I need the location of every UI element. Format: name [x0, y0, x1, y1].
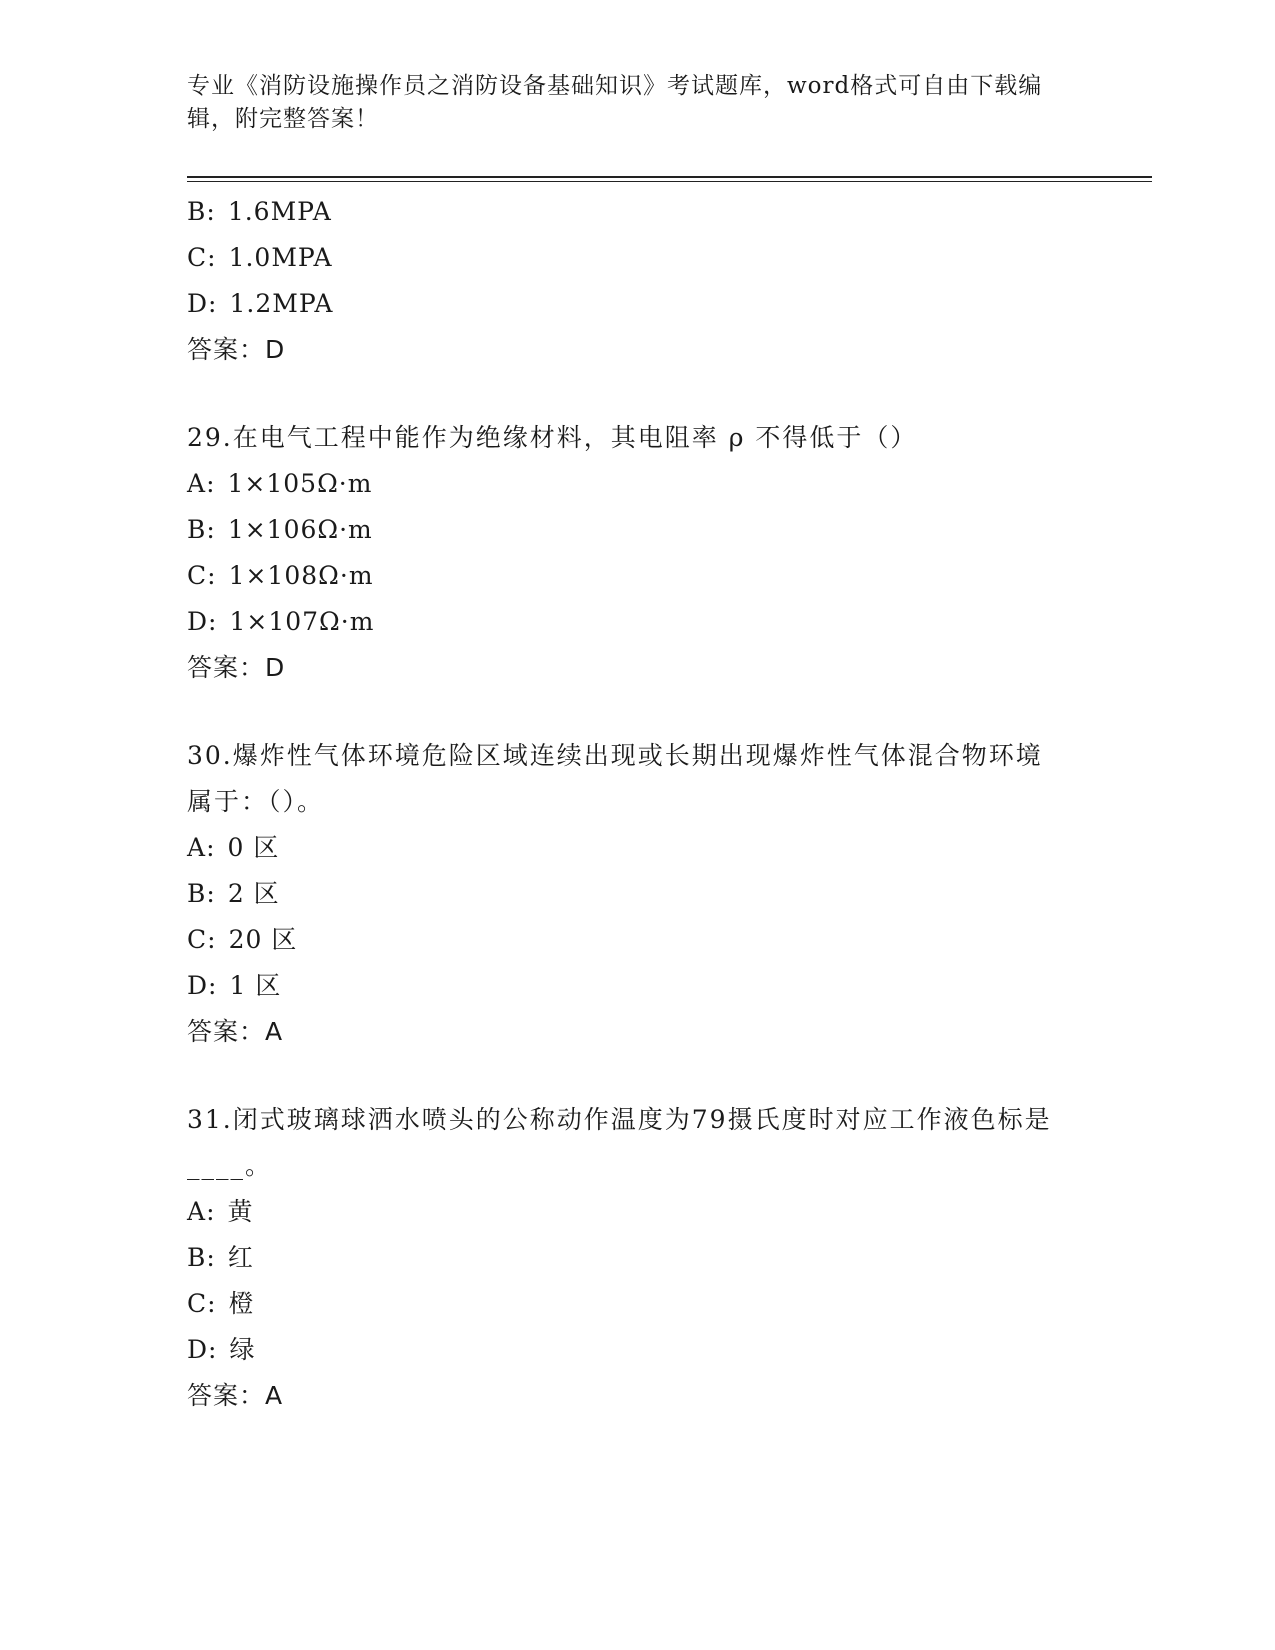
question-stem: 30.爆炸性气体环境危险区域连续出现或长期出现爆炸性气体混合物环境属于：（）。 — [187, 741, 1043, 816]
answer-line: 答案：A — [187, 1381, 284, 1410]
header-divider-thick — [187, 176, 1152, 178]
question-stem: 29.在电气工程中能作为绝缘材料，其电阻率 ρ 不得低于（） — [187, 423, 918, 452]
option-b: B: 1×106Ω·m — [187, 515, 373, 544]
option-b: B: 1.6MPA — [187, 197, 332, 226]
question-29 — [187, 415, 1087, 691]
option-d: D: 绿 — [187, 1335, 256, 1364]
option-c: C: 橙 — [187, 1289, 255, 1318]
question-list — [187, 189, 1087, 1419]
question-28-continued — [187, 189, 1087, 373]
option-a: A: 1×105Ω·m — [187, 469, 373, 498]
answer-line: 答案：A — [187, 1017, 284, 1046]
question-stem: 31.闭式玻璃球洒水喷头的公称动作温度为79摄氏度时对应工作液色标是____。 — [187, 1105, 1052, 1180]
option-d: D: 1.2MPA — [187, 289, 334, 318]
page-header: 专业《消防设施操作员之消防设备基础知识》考试题库，word格式可自由下载编辑，附完整答案！ — [187, 73, 1043, 132]
option-d: D: 1×107Ω·m — [187, 607, 375, 636]
answer-line: 答案：D — [187, 653, 286, 682]
option-c: C: 20 区 — [187, 925, 298, 954]
option-b: B: 2 区 — [187, 879, 280, 908]
option-c: C: 1.0MPA — [187, 243, 333, 272]
answer-line: 答案：D — [187, 335, 286, 364]
option-b: B: 红 — [187, 1243, 254, 1272]
question-30 — [187, 733, 1087, 1055]
option-a: A: 0 区 — [187, 833, 280, 862]
option-c: C: 1×108Ω·m — [187, 561, 374, 590]
question-31 — [187, 1097, 1087, 1419]
option-a: A: 黄 — [187, 1197, 254, 1226]
header-divider-thin — [187, 181, 1152, 182]
option-d: D: 1 区 — [187, 971, 282, 1000]
